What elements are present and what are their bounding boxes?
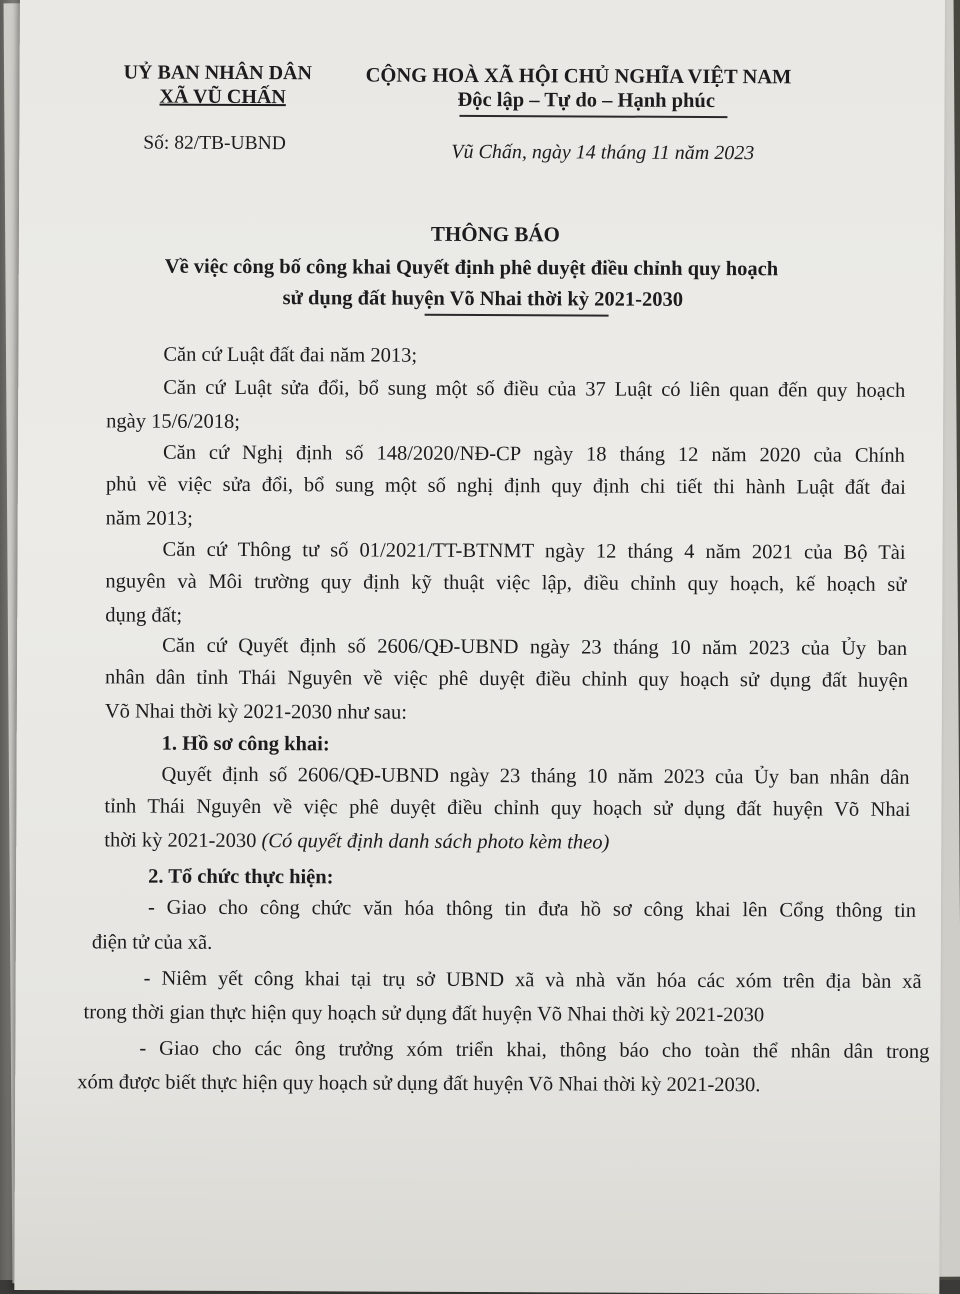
task-3-line-2: xóm được biết thực hiện quy hoạch sử dụng đất huyện Võ Nhai thời kỳ 2021-2030. (77, 1071, 761, 1097)
basis-amended-laws-line-2: ngày 15/6/2018; (106, 410, 240, 433)
basis-circular-line-1: Căn cứ Thông tư số 01/2021/TT-BTNMT ngày 12 tháng 4 năm 2021 của Bộ Tài (162, 538, 906, 564)
basis-amended-laws-line-1: Căn cứ Luật sửa đổi, bổ sung một số điều của 37 Luật có liên quan đến quy hoạch (163, 376, 906, 402)
basis-decree-line-1: Căn cứ Nghị định số 148/2020/NĐ-CP ngày 18 tháng 12 năm 2020 của Chính (162, 441, 906, 467)
task-2-line-1: - Niêm yết công khai tại trụ sở UBND xã và nhà văn hóa các xóm trên địa bàn xã (143, 967, 922, 993)
section-1-line-2: tỉnh Thái Nguyên về việc phê duyệt điều chỉnh quy hoạch sử dụng đất huyện Võ Nhai (104, 795, 911, 821)
task-2-line-2: trong thời gian thực hiện quy hoạch sử dụng đất huyện Võ Nhai thời kỳ 2021-2030 (83, 1001, 765, 1027)
basis-circular-line-2: nguyên và Môi trường quy định kỹ thuật việc lập, điều chỉnh quy hoạch, kế hoạch sử (105, 570, 907, 596)
task-1-line-2: điện tử của xã. (91, 931, 213, 954)
basis-decision-line-1: Căn cứ Quyết định số 2606/QĐ-UBND ngày 23 tháng 10 năm 2023 của Ủy ban (162, 634, 908, 660)
place-date: Vũ Chấn, ngày 14 tháng 11 năm 2023 (451, 140, 755, 165)
section-1-attachment-note: (Có quyết định danh sách photo kèm theo) (261, 830, 610, 854)
section-1-heading: 1. Hồ sơ công khai: (161, 732, 330, 756)
task-1-line-1: - Giao cho công chức văn hóa thông tin đưa hồ sơ công khai lên Cổng thông tin (147, 896, 917, 922)
org-name: UỶ BAN NHÂN DÂN (123, 61, 313, 85)
section-1-line-1: Quyết định số 2606/QĐ-UBND ngày 23 tháng 10 năm 2023 của Ủy ban nhân dân (161, 763, 910, 789)
basis-decision-line-2: nhân dân tỉnh Thái Nguyên về việc phê duyệt điều chỉnh quy hoạch sử dụng đất huyện (104, 666, 909, 692)
basis-land-law: Căn cứ Luật đất đai năm 2013; (163, 343, 418, 367)
national-motto: Độc lập – Tự do – Hạnh phúc (457, 88, 716, 113)
task-3-line-1: - Giao cho các ông trưởng xóm triển khai, thông báo cho toàn thể nhân dân trong (139, 1037, 930, 1063)
motto-underline (459, 115, 727, 118)
country-name: CỘNG HOÀ XÃ HỘI CHỦ NGHĨA VIỆT NAM (365, 64, 792, 89)
subtitle-line-1: Về việc công bố công khai Quyết định phê duyệt điều chỉnh quy hoạch (164, 255, 779, 281)
document-number: Số: 82/TB-UBND (143, 132, 286, 155)
document-title: THÔNG BÁO (430, 221, 560, 247)
commune-name: XÃ VŨ CHẤN (159, 85, 286, 109)
section-1-period: thời kỳ 2021-2030 (104, 829, 257, 853)
subtitle-line-2: sử dụng đất huyện Võ Nhai thời kỳ 2021-2030 (282, 287, 684, 311)
basis-decision-line-3: Võ Nhai thời kỳ 2021-2030 như sau: (104, 700, 408, 724)
section-2-heading: 2. Tổ chức thực hiện: (148, 865, 334, 889)
document-page (14, 0, 945, 1294)
basis-decree-line-3: năm 2013; (105, 507, 193, 530)
section-1-line-3 (104, 830, 609, 853)
basis-decree-line-2: phủ về việc sửa đổi, bổ sung một số nghị định quy định chi tiết thi hành Luật đất đai (105, 473, 906, 499)
basis-circular-line-3: dụng đất; (105, 604, 183, 627)
title-underline (425, 314, 609, 316)
